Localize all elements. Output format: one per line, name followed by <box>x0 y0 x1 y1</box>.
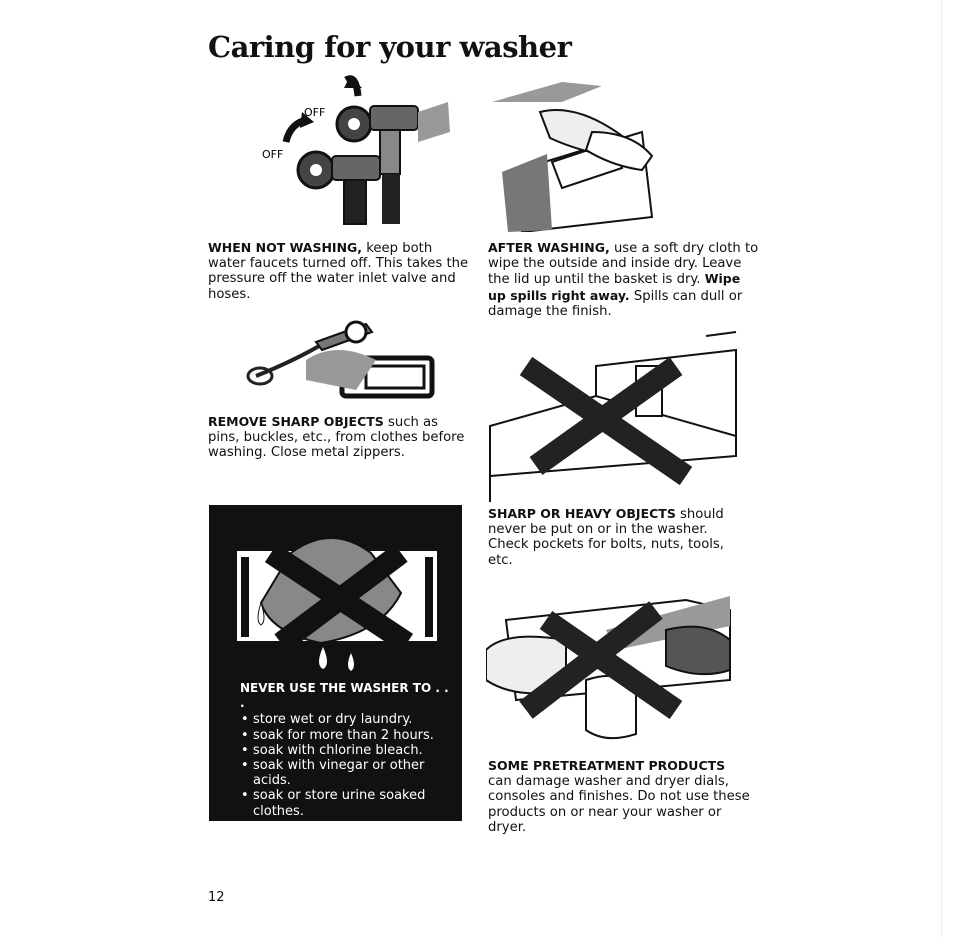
faucets-caption-text: keep both water faucets turned off. This takes the pressure off the water inlet valve and hoses. <box>208 241 469 302</box>
pretreatment-illustration <box>486 590 738 750</box>
heavy-objects-caption-text: should never be put on or in the washer. Check pockets for bolts, nuts, tools, etc. <box>488 507 724 568</box>
after-washing-caption <box>488 240 760 319</box>
heavy-objects-illustration <box>486 326 740 502</box>
pretreatment-caption-bold: SOME PRETREATMENT PRODUCTS <box>488 758 726 773</box>
page-title: Caring for your washer <box>208 30 572 64</box>
after-washing-caption-bold: AFTER WASHING, <box>488 240 610 255</box>
page-number: 12 <box>208 890 225 905</box>
sharp-objects-caption <box>208 414 470 461</box>
after-washing-caption-text: use a soft dry cloth to wipe the outside and inside dry. Leave the lid up until the basket is dry. <box>488 241 759 288</box>
never-use-panel <box>209 505 462 821</box>
wiping-illustration <box>492 72 654 232</box>
sharp-objects-caption-text: such as pins, buckles, etc., from clothes before washing. Close metal zippers. <box>208 415 465 461</box>
sharp-objects-illustration <box>246 310 442 400</box>
never-use-item: • soak with chlorine bleach. <box>240 743 455 758</box>
never-use-item: • soak with vinegar or other acids. <box>240 758 455 788</box>
faucets-illustration <box>258 72 458 230</box>
off-label-2: OFF <box>262 148 284 161</box>
faucets-caption-bold: WHEN NOT WASHING, <box>208 240 363 255</box>
off-label-1: OFF <box>304 106 326 119</box>
heavy-objects-caption <box>488 506 750 568</box>
spills-caption-text: Spills can dull or damage the finish. <box>488 288 743 319</box>
never-use-item: • soak for more than 2 hours. <box>240 728 455 743</box>
pretreatment-caption-text: can damage washer and dryer dials, consoles and finishes. Do not use these products on or near your washer or dryer. <box>488 774 750 835</box>
faucets-caption <box>208 240 470 302</box>
heavy-objects-caption-bold: SHARP OR HEAVY OBJECTS <box>488 506 676 521</box>
page-edge-line <box>941 0 942 938</box>
spills-caption-bold: Wipe up spills right away. <box>488 271 741 303</box>
sharp-objects-caption-bold: REMOVE SHARP OBJECTS <box>208 414 384 429</box>
pretreatment-caption <box>488 758 752 835</box>
never-use-item: • store wet or dry laundry. <box>240 712 455 727</box>
wet-laundry-illustration <box>231 523 443 673</box>
never-use-item: • soak or store urine soaked clothes. <box>240 788 455 818</box>
never-use-list <box>240 681 455 819</box>
never-use-heading: NEVER USE THE WASHER TO . . . <box>240 681 449 711</box>
